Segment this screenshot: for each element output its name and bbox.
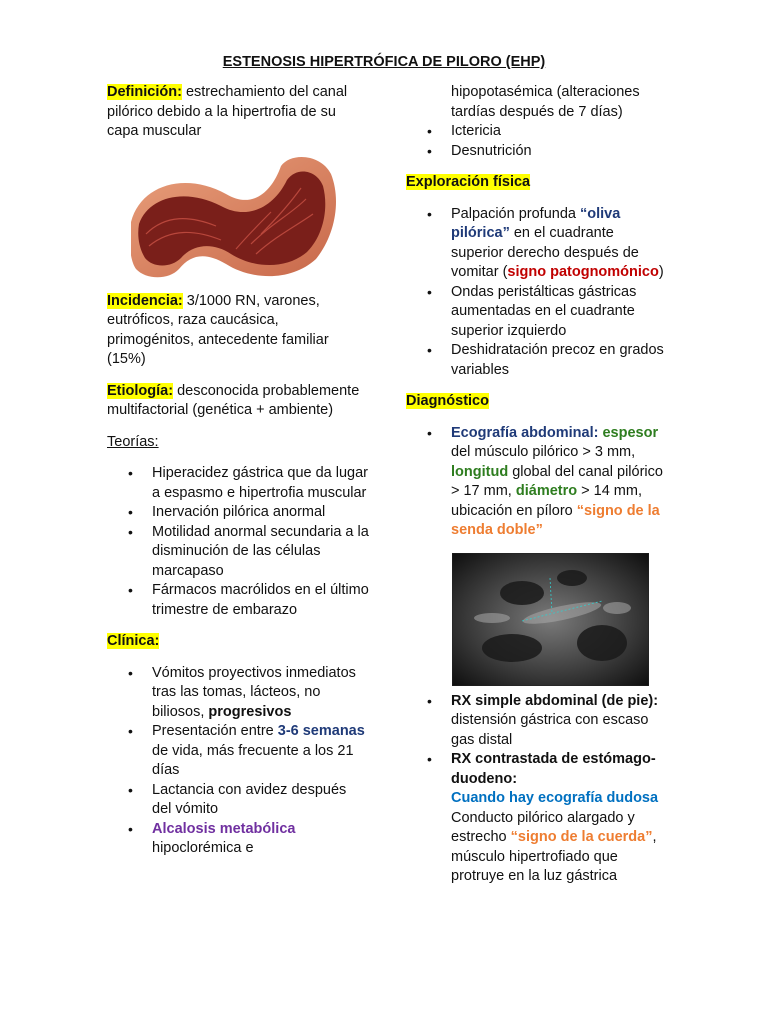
clinica-item2-text: Presentación entre — [152, 723, 278, 739]
definicion-paragraph — [107, 83, 369, 142]
eco-title: Ecografía abdominal: — [451, 424, 599, 441]
list-item-continued — [451, 83, 668, 122]
clinica-item4-rest: hipoclorémica e — [152, 840, 254, 856]
list-item: • Ondas peristálticas gástricas aumentadas en el cuadrante superior izquierdo — [451, 283, 668, 342]
list-item: • Hiperacidez gástrica que da lugar a espasmo e hipertrofia muscular — [152, 464, 369, 503]
etiologia-label: Etiología: — [107, 382, 174, 399]
clinica-item2-rest: de vida, más frecuente a los 21 días — [152, 742, 354, 778]
list-item — [451, 424, 668, 541]
incidencia-label: Incidencia: — [107, 292, 183, 309]
exploracion-list — [406, 205, 668, 381]
exploracion-item1-sign: signo patognomónico — [507, 264, 659, 280]
clinica-list — [107, 664, 369, 859]
etiologia-paragraph — [107, 382, 369, 421]
exploracion-item1-text: Palpación profunda — [451, 205, 580, 222]
list-item: • Motilidad anormal secundaria a la disminución de las células marcapaso — [152, 523, 369, 582]
right-column — [406, 83, 668, 887]
list-item — [152, 722, 369, 781]
exploracion-item1-highlight: “oliva pilórica” — [451, 205, 621, 241]
rx2-signo: “signo de la cuerda” — [510, 829, 653, 845]
list-item — [152, 820, 369, 859]
diagnostico-list — [406, 424, 668, 541]
eco-text3: > 14 mm, ubicación en píloro — [451, 483, 642, 519]
page-title: ESTENOSIS HIPERTRÓFICA DE PILORO (EHP) — [222, 54, 546, 70]
eco-signo: “signo de la senda doble” — [451, 502, 660, 538]
left-column — [107, 83, 369, 859]
eco-diametro: diámetro — [515, 483, 578, 499]
list-item: • Desnutrición — [451, 142, 668, 162]
exploracion-item1-rest: en el cuadrante superior derecho después de vomitar ( — [451, 225, 639, 280]
rx2-label: RX contrastada de estómago-duodeno: — [451, 751, 656, 787]
list-item: • Inervación pilórica anormal — [152, 503, 369, 523]
clinica-item2-highlight: 3-6 semanas — [277, 723, 365, 739]
list-item: • Ictericia — [451, 122, 668, 142]
incidencia-text: 3/1000 RN, varones, eutróficos, raza caucásica, primogénitos, antecedente familiar (15%) — [107, 292, 329, 367]
list-item — [152, 664, 369, 723]
definicion-label: Definición: — [107, 84, 182, 100]
exploracion-label: Exploración física — [406, 174, 531, 190]
list-item: • Fármacos macrólidos en el último trimestre de embarazo — [152, 581, 369, 620]
definicion-text: estrechamiento del canal pilórico debido a la hipertrofia de su capa muscular — [107, 84, 348, 139]
teorias-label: Teorías: — [107, 433, 159, 450]
eco-espesor: espesor — [602, 424, 659, 441]
ultrasound-image — [452, 553, 649, 686]
diagnostico-list-2 — [406, 692, 668, 887]
rx2-text1: Conducto pilórico alargado y estrecho — [451, 809, 635, 845]
clinica-item1-bold: progresivos — [208, 703, 292, 720]
list-item: • Lactancia con avidez después del vómito — [152, 781, 369, 820]
list-item — [451, 205, 668, 283]
rx1-label: RX simple abdominal (de pie): — [451, 692, 659, 709]
incidencia-paragraph — [107, 292, 369, 370]
exploracion-item1-close: ) — [658, 264, 664, 280]
rx2-text2: , músculo hipertrofiado que protruye en la luz gástrica — [451, 829, 657, 884]
diagnostico-label: Diagnóstico — [406, 393, 489, 409]
eco-text2: global del canal pilórico > 17 mm, — [451, 463, 663, 499]
list-item — [451, 692, 668, 751]
teorias-list — [107, 464, 369, 620]
eco-longitud: longitud — [451, 463, 509, 480]
eco-text1: del músculo pilórico > 3 mm, — [451, 444, 636, 460]
clinica-label: Clínica: — [107, 633, 160, 649]
etiologia-text: desconocida probablemente multifactorial (genética + ambiente) — [107, 382, 360, 418]
clinica-item1-text: Vómitos proyectivos inmediatos tras las tomas, lácteos, no biliosos, — [152, 664, 356, 720]
rx2-indication: Cuando hay ecografía dudosa — [451, 790, 659, 806]
list-item — [451, 750, 668, 887]
clinica-item4-highlight: Alcalosis metabólica — [152, 820, 296, 837]
list-item: • Deshidratación precoz en grados variables — [451, 341, 668, 380]
rx1-text: distensión gástrica con escaso gas distal — [451, 712, 649, 748]
stomach-illustration — [131, 154, 336, 280]
clinica-item4-continued: hipopotasémica (alteraciones tardías después de 7 días) — [451, 84, 640, 120]
clinica-list-continued — [406, 83, 668, 161]
